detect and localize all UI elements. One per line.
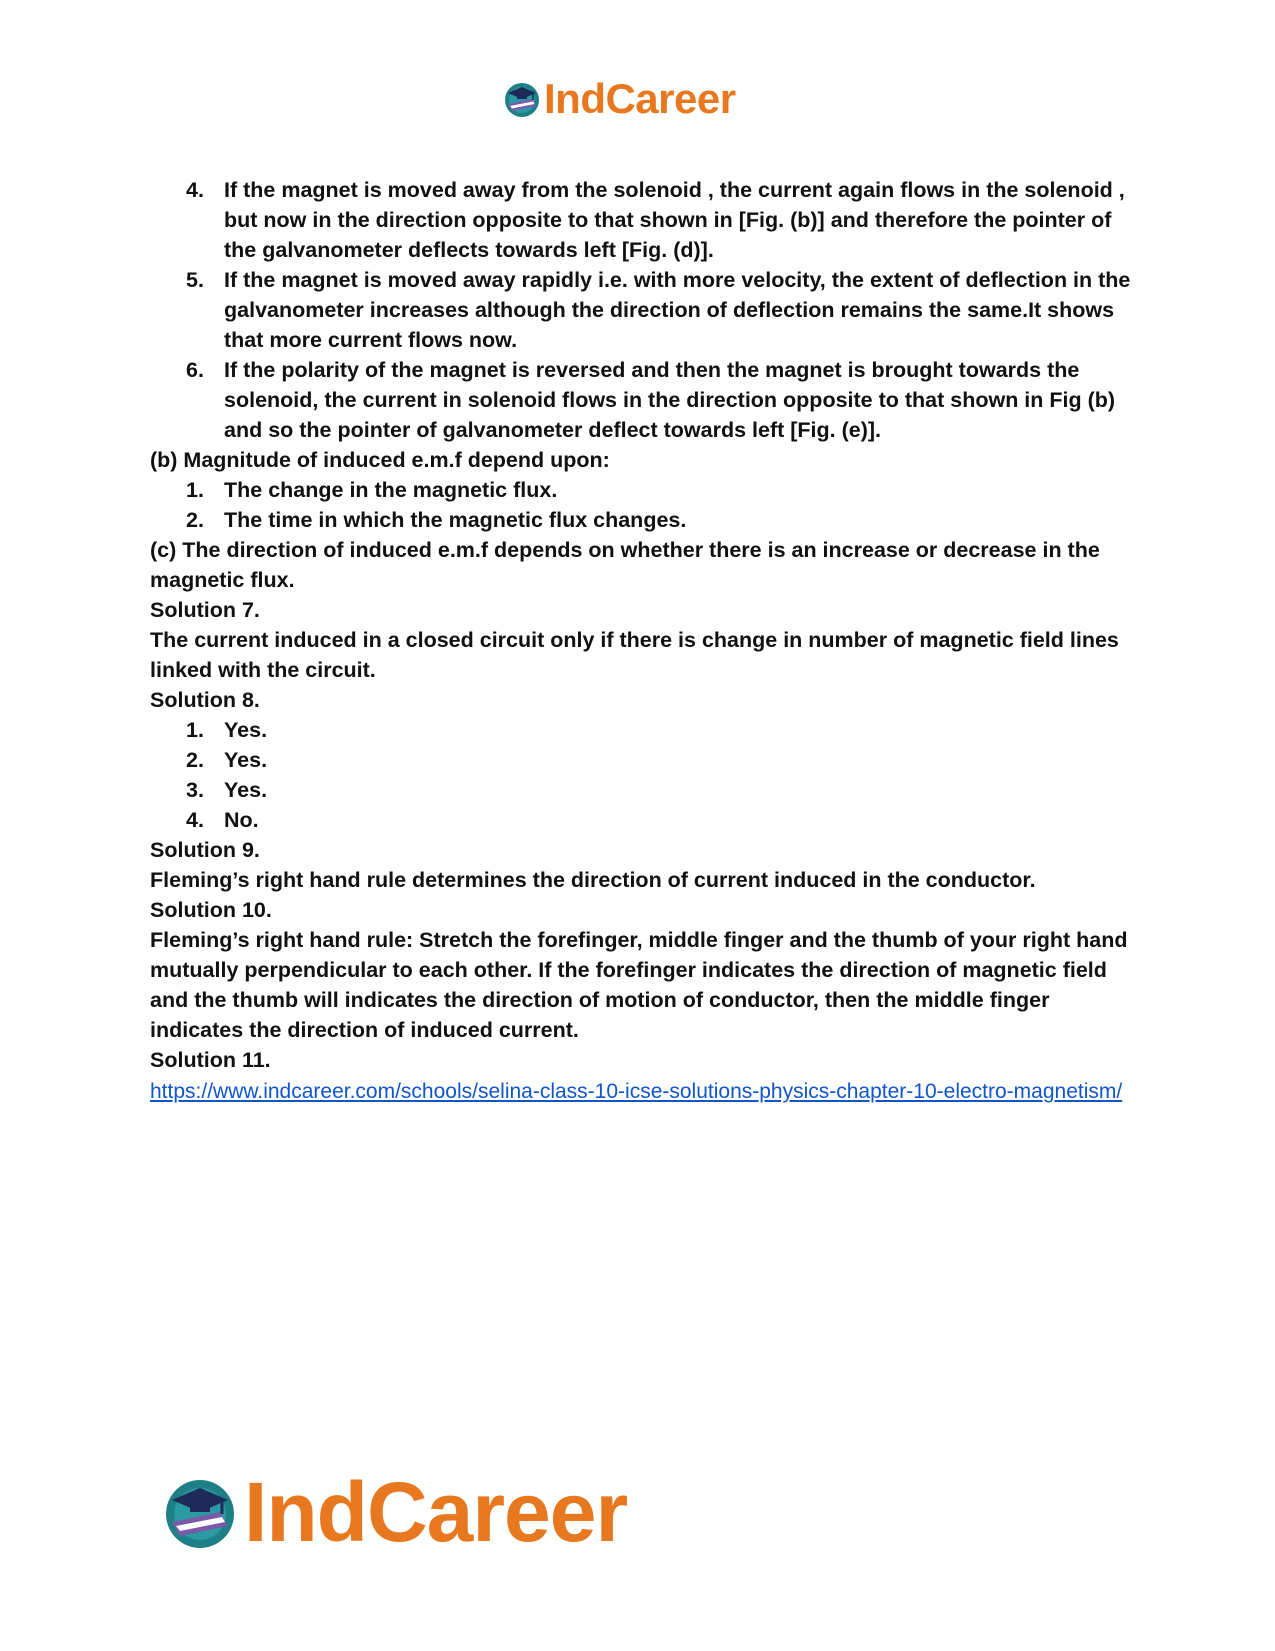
list-item: 1. The change in the magnetic flux. xyxy=(186,478,558,502)
footer-logo xyxy=(160,1465,628,1559)
solution-7-heading: Solution 7. xyxy=(150,598,260,622)
list-item: 2. The time in which the magnetic flux changes. xyxy=(186,508,687,532)
part-b-list xyxy=(150,475,1140,535)
graduation-book-globe-icon xyxy=(160,1472,240,1552)
list-item: 1. Yes. xyxy=(186,718,268,742)
list-item: 4. If the magnet is moved away from the solenoid , the current again flows in the solenoid , but now in the direction opposite to that shown in [Fig. (b)] and therefore the pointer of the galvanometer deflects towards left [Fig. (d)]. xyxy=(186,178,1125,262)
part-c-text: (c) The direction of induced e.m.f depends on whether there is an increase or decrease in the magnetic flux. xyxy=(150,538,1100,592)
header-logo xyxy=(502,75,736,122)
brand-name: IndCareer xyxy=(544,75,736,122)
list-item: 4. No. xyxy=(186,808,259,832)
list-item: 3. Yes. xyxy=(186,778,268,802)
solution-10-heading: Solution 10. xyxy=(150,898,272,922)
part-a-list xyxy=(150,175,1140,445)
solution-9-heading: Solution 9. xyxy=(150,838,260,862)
solution-11-heading: Solution 11. xyxy=(150,1048,271,1072)
list-item: 6. If the polarity of the magnet is reversed and then the magnet is brought towards the solenoid, the current in solenoid flows in the direction opposite to that shown in Fig (b) and so the pointer of galvanometer deflect towards left [Fig. (e)]. xyxy=(186,358,1116,442)
part-b-heading: (b) Magnitude of induced e.m.f depend upon: xyxy=(150,448,610,472)
solution-7-text: The current induced in a closed circuit only if there is change in number of magnetic field lines linked with the circuit. xyxy=(150,628,1119,682)
solution-11-link[interactable]: https://www.indcareer.com/schools/selina-class-10-icse-solutions-physics-chapter-10-electro-magnetism/ xyxy=(150,1080,1123,1103)
solution-8-heading: Solution 8. xyxy=(150,688,260,712)
solution-10-text: Fleming’s right hand rule: Stretch the forefinger, middle finger and the thumb of your right hand mutually perpendicular to each other. If the forefinger indicates the direction of magnetic field and the thumb will indicates the direction of motion of conductor, then the middle finger indicates the direction of induced current. xyxy=(150,928,1128,1042)
solution-9-text: Fleming’s right hand rule determines the direction of current induced in the conductor. xyxy=(150,868,1036,892)
brand-name: IndCareer xyxy=(244,1465,628,1559)
graduation-book-globe-icon xyxy=(502,79,542,119)
list-item: 2. Yes. xyxy=(186,748,268,772)
solution-8-list xyxy=(150,715,1140,835)
document-body xyxy=(150,175,1140,1109)
list-item: 5. If the magnet is moved away rapidly i.e. with more velocity, the extent of deflection in the galvanometer increases although the direction of deflection remains the same.It shows that more current flows now. xyxy=(186,268,1131,352)
